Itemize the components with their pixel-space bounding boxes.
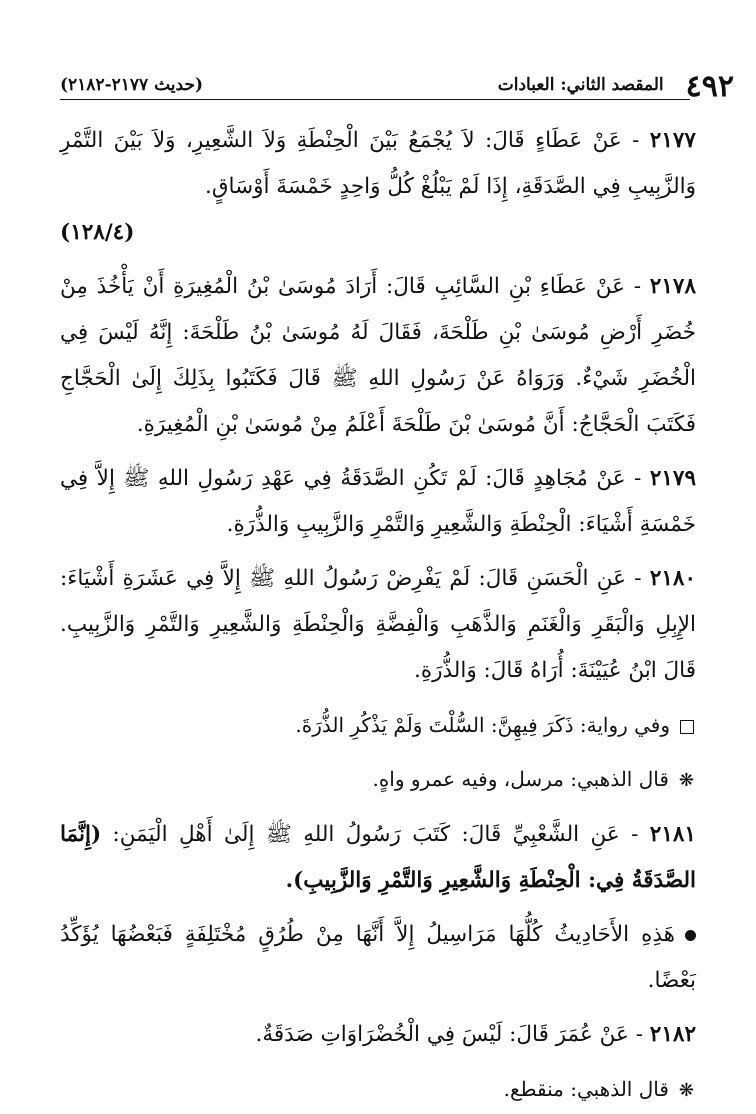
- separator: -: [634, 466, 642, 491]
- separator: -: [631, 822, 639, 847]
- dhahabi-text: قال الذهبي: مرسل، وفيه عمرو واهٍ.: [372, 767, 669, 791]
- hadith-text: عَنْ مُجَاهِدٍ قَالَ: لَمْ تَكُنِ الصَّدَقَةُ فِي عَهْدِ رَسُولِ اللهِ ﷺ إِلاَّ فِي خَمْسَةِ أَشْيَاءَ: الْحِنْطَةِ وَالشَّعِيرِ وَالتَّمْرِ وَالزَّبِيبِ وَالذُّرَةِ.: [60, 466, 696, 537]
- hadith-range: (حديث ٢١٧٧-٢١٨٢): [60, 75, 203, 95]
- hadith-reference: (١٢٨/٤): [60, 220, 135, 245]
- hadith-entry: [60, 118, 696, 256]
- hadith-text: عَنِ الْحَسَنِ قَالَ: لَمْ يَفْرِضْ رَسُولُ اللهِ ﷺ إِلاَّ فِي عَشَرَةِ أَشْيَاءَ: الإِبِلِ وَالْبَقَرِ وَالْغَنَمِ وَالذَّهَبِ وَالْفِضَّةِ وَالْحِنْطَةِ وَالشَّعِيرِ وَالتَّمْرِ وَالزَّبِيبِ. قَالَ ابْنُ عُيَيْنَةَ: أُرَاهُ قَالَ: وَالذُّرَةِ.: [60, 566, 696, 683]
- separator: -: [632, 128, 640, 153]
- dhahabi-note: [60, 756, 696, 804]
- hadith-entry: [60, 456, 696, 548]
- hadith-entry: [60, 556, 696, 694]
- hadith-text: عَنْ عَطَاءٍ قَالَ: لاَ يُجْمَعُ بَيْنَ الْحِنْطَةِ وَلاَ الشَّعِيرِ، وَلاَ بَيْنَ التَّمْرِ وَالزَّبِيبِ فِي الصَّدَقَةِ، إِذَا لَمْ يَبْلُغْ كُلُّ وَاحِدٍ خَمْسَةَ أَوْسَاقٍ.: [60, 128, 696, 199]
- hadith-number: ٢١٧٨: [649, 274, 696, 299]
- header-divider: [60, 99, 690, 100]
- dhahabi-note: [60, 1066, 696, 1114]
- commentary-text: هَذِهِ الأَحَادِيثُ كُلُّهَا مَرَاسِيلُ إِلاَّ أَنَّهَا مِنْ طُرُقٍ مُخْتَلِفَةٍ فَبَعْضُهَا يُؤَكِّدُ بَعْضًا.: [60, 922, 696, 993]
- square-outline-icon: [680, 720, 694, 734]
- page-header: [60, 62, 734, 102]
- riwaya-text: وفي رواية: ذَكَرَ فِيهِنَّ: السُّلْتَ وَلَمْ يَذْكُرِ الذُّرَةَ.: [295, 713, 670, 737]
- hadith-entry: [60, 812, 696, 904]
- hadith-number: ٢١٨٠: [649, 566, 697, 591]
- bullet-dot-icon: [685, 930, 696, 941]
- hadith-quote: (إِنَّمَا الصَّدَقَةُ فِي: الْحِنْطَةِ وَالشَّعِيرِ وَالتَّمْرِ وَالزَّبِيبِ).: [60, 822, 696, 893]
- separator: -: [633, 274, 641, 299]
- riwaya-note: [60, 702, 696, 748]
- hadith-number: ٢١٨١: [649, 822, 696, 847]
- commentary: [60, 912, 696, 1004]
- page-number: ٤٩٢: [685, 69, 734, 104]
- hadith-entry: [60, 264, 696, 448]
- asterisk-icon: ❋: [678, 770, 694, 791]
- hadith-number: ٢١٨٢: [649, 1022, 696, 1047]
- hadith-entry: [60, 1012, 696, 1058]
- hadith-number: ٢١٧٧: [649, 128, 696, 153]
- hadith-number: ٢١٧٩: [649, 466, 697, 491]
- separator: -: [634, 566, 642, 591]
- asterisk-icon: ❋: [678, 1080, 694, 1101]
- section-title: المقصد الثاني: العبادات: [497, 75, 664, 95]
- hadith-text: عَنْ عُمَرَ قَالَ: لَيْسَ فِي الْخُضْرَاوَاتِ صَدَقَةٌ.: [255, 1022, 629, 1047]
- separator: -: [635, 1022, 643, 1047]
- page-body: [60, 118, 697, 1101]
- dhahabi-text: قال الذهبي: منقطع.: [503, 1077, 669, 1101]
- hadith-text: عَنْ عَطَاءِ بْنِ السَّائِبِ قَالَ: أَرَادَ مُوسَىٰ بْنُ الْمُغِيرَةِ أَنْ يَأْخُذَ مِنْ خُضَرِ أَرْضِ مُوسَىٰ بْنِ طَلْحَةَ، فَقَالَ لَهُ مُوسَىٰ بْنُ طَلْحَةَ: إِنَّهُ لَيْسَ فِي الْخُضَرِ شَيْءٌ. وَرَوَاهُ عَنْ رَسُولِ اللهِ ﷺ قَالَ فَكَتَبُوا بِذَلِكَ إِلَىٰ الْحَجَّاجِ فَكَتَبَ الْحَجَّاجُ: أَنَّ مُوسَىٰ بْنَ طَلْحَةَ أَعْلَمُ مِنْ مُوسَىٰ بْنِ الْمُغِيرَةِ.: [60, 274, 696, 437]
- hadith-text: عَنِ الشَّعْبِيِّ قَالَ: كَتَبَ رَسُولُ اللهِ ﷺ إِلَىٰ أَهْلِ الْيَمَنِ:: [112, 822, 620, 847]
